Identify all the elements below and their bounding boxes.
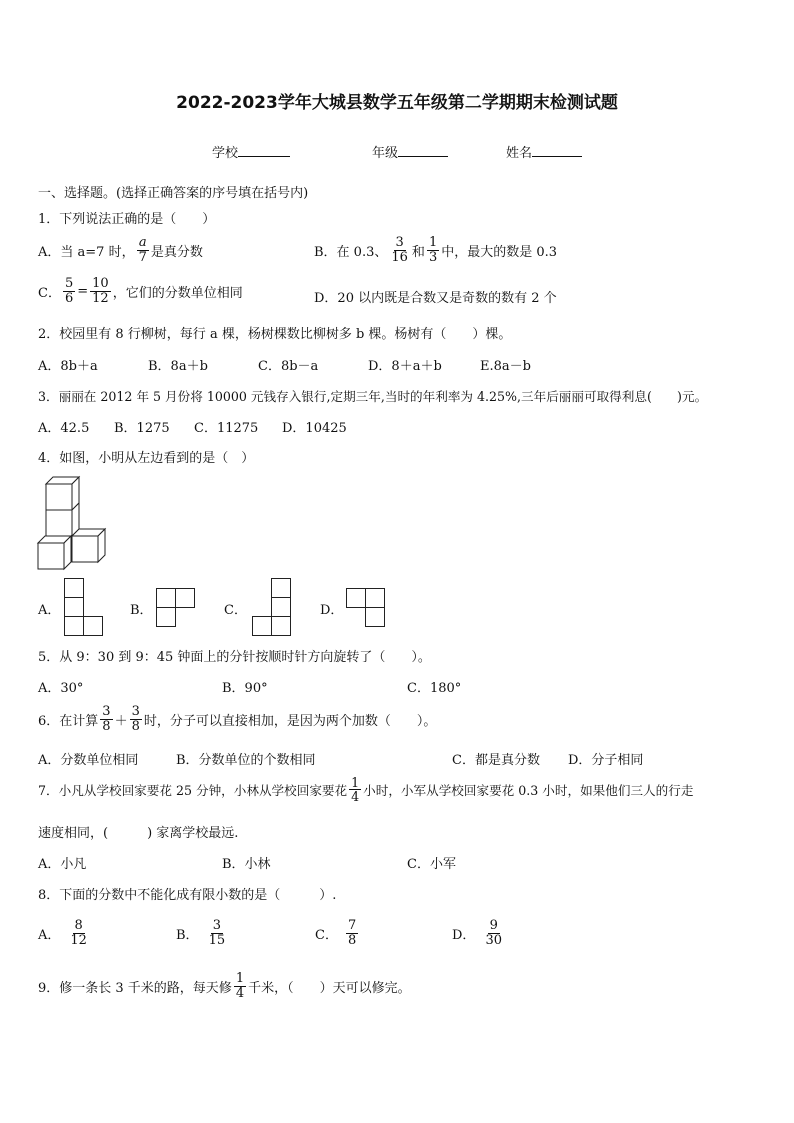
q1-option-c: C． $\frac{5}{6}$ = $\frac{10}{12}$ ，它们的分数单位相同	[38, 276, 243, 306]
q7-stem: 7．小凡从学校回家要花 25 分钟，小林从学校回家要花 $\frac{1}{4}$ 小时，小军从学校回家要花 0.3 小时，如果他们三人的行走	[38, 775, 694, 805]
q5-option-b: B．90°	[222, 681, 268, 696]
q8-option-b: B． $\frac{3}{15}$	[176, 918, 226, 948]
q5-option-a: A．30°	[38, 681, 84, 696]
q4-option-a-label: A．	[38, 603, 61, 618]
q4-option-c-label: C．	[224, 603, 247, 618]
q1-option-a: A．当 a=7 时， $\frac{a}{7}$ 是真分数	[38, 235, 203, 265]
fraction: $\frac{1}{4}$	[235, 971, 245, 1001]
name-field	[506, 142, 582, 161]
school-label: 学校	[212, 146, 239, 161]
name-blank	[532, 144, 582, 157]
q8-option-a: A． $\frac{8}{12}$	[38, 918, 87, 948]
fraction: $\frac{3}{8}$	[102, 704, 111, 734]
q6-option-c: C．都是真分数	[452, 753, 540, 768]
grade-field	[372, 142, 448, 161]
q4-stem: 4．如图，小明从左边看到的是（ ）	[38, 451, 255, 466]
section-heading: 一、选择题。(选择正确答案的序号填在括号内)	[38, 186, 309, 201]
name-label: 姓名	[506, 146, 533, 161]
q4-option-b-label: B．	[130, 603, 153, 618]
q1-stem: 1．下列说法正确的是（ ）	[38, 212, 216, 227]
fraction: $\frac{7}{8}$	[347, 918, 357, 948]
q2-stem: 2．校园里有 8 行柳树，每行 a 棵，杨树棵数比柳树多 b 棵。杨树有（ ）棵。	[38, 327, 512, 342]
q7-option-c: C．小军	[407, 857, 456, 872]
q6-option-d: D．分子相同	[568, 753, 644, 768]
q8-option-c: C． $\frac{7}{8}$	[315, 918, 357, 948]
fraction: $\frac{1}{3}$	[428, 235, 438, 265]
q2-option-c: C．8b－a	[258, 359, 319, 374]
fraction: $\frac{3}{8}$	[131, 704, 140, 734]
grade-label: 年级	[372, 146, 399, 161]
q7-stem-line2: 速度相同，( ) 家离学校最远.	[38, 826, 239, 841]
q2-option-e: E.8a－b	[480, 359, 531, 374]
q6-option-b: B．分数单位的个数相同	[176, 753, 316, 768]
fraction: $\frac{1}{4}$	[351, 775, 360, 805]
q3-option-d: D．10425	[282, 421, 347, 436]
school-field	[212, 142, 290, 161]
fraction: $\frac{8}{12}$	[70, 918, 87, 948]
school-blank	[238, 144, 290, 157]
q9-stem: 9．修一条长 3 千米的路，每天修 $\frac{1}{4}$ 千米，（ ）天可以修完。	[38, 971, 411, 1001]
q8-stem: 8．下面的分数中不能化成有限小数的是（ ）.	[38, 888, 337, 903]
q6-stem: 6．在计算 $\frac{3}{8}$ ＋ $\frac{3}{8}$ 时，分子可以直接相加，是因为两个加数（ ）。	[38, 704, 437, 734]
q5-stem: 5．从 9：30 到 9：45 钟面上的分针按顺时针方向旋转了（ ）。	[38, 650, 431, 665]
q3-stem: 3．丽丽在 2012 年 5 月份将 10000 元钱存入银行,定期三年,当时的年利率为 4.25%,三年后丽丽可取得利息( )元。	[38, 389, 708, 404]
q1-option-d: D．20 以内既是合数又是奇数的数有 2 个	[314, 291, 557, 306]
cube-stack-figure	[38, 476, 110, 570]
q1-option-b: B．在 0.3、 $\frac{3}{16}$ 和 $\frac{1}{3}$ 中，最大的数是 0.3	[314, 235, 558, 265]
q5-option-c: C．180°	[407, 681, 462, 696]
fraction: $\frac{9}{30}$	[485, 918, 502, 948]
grade-blank	[398, 144, 448, 157]
q2-option-d: D．8＋a＋b	[368, 359, 442, 374]
q7-option-a: A．小凡	[38, 857, 87, 872]
fraction: $\frac{10}{12}$	[92, 276, 109, 306]
q2-option-a: A．8b＋a	[38, 359, 98, 374]
fraction: $\frac{a}{7}$	[138, 235, 147, 265]
q4-option-d-label: D．	[320, 603, 344, 618]
q3-option-a: A．42.5	[38, 421, 90, 436]
q3-option-b: B．1275	[114, 421, 170, 436]
q6-option-a: A．分数单位相同	[38, 753, 139, 768]
q2-option-b: B．8a＋b	[148, 359, 208, 374]
fraction: $\frac{5}{6}$	[64, 276, 74, 306]
q3-option-c: C．11275	[194, 421, 259, 436]
q7-option-b: B．小林	[222, 857, 271, 872]
q8-option-d: D． $\frac{9}{30}$	[452, 918, 502, 948]
fraction: $\frac{3}{15}$	[208, 918, 226, 948]
page-title: 2022-2023学年大城县数学五年级第二学期期末检测试题	[176, 93, 618, 113]
fraction: $\frac{3}{16}$	[391, 235, 408, 265]
